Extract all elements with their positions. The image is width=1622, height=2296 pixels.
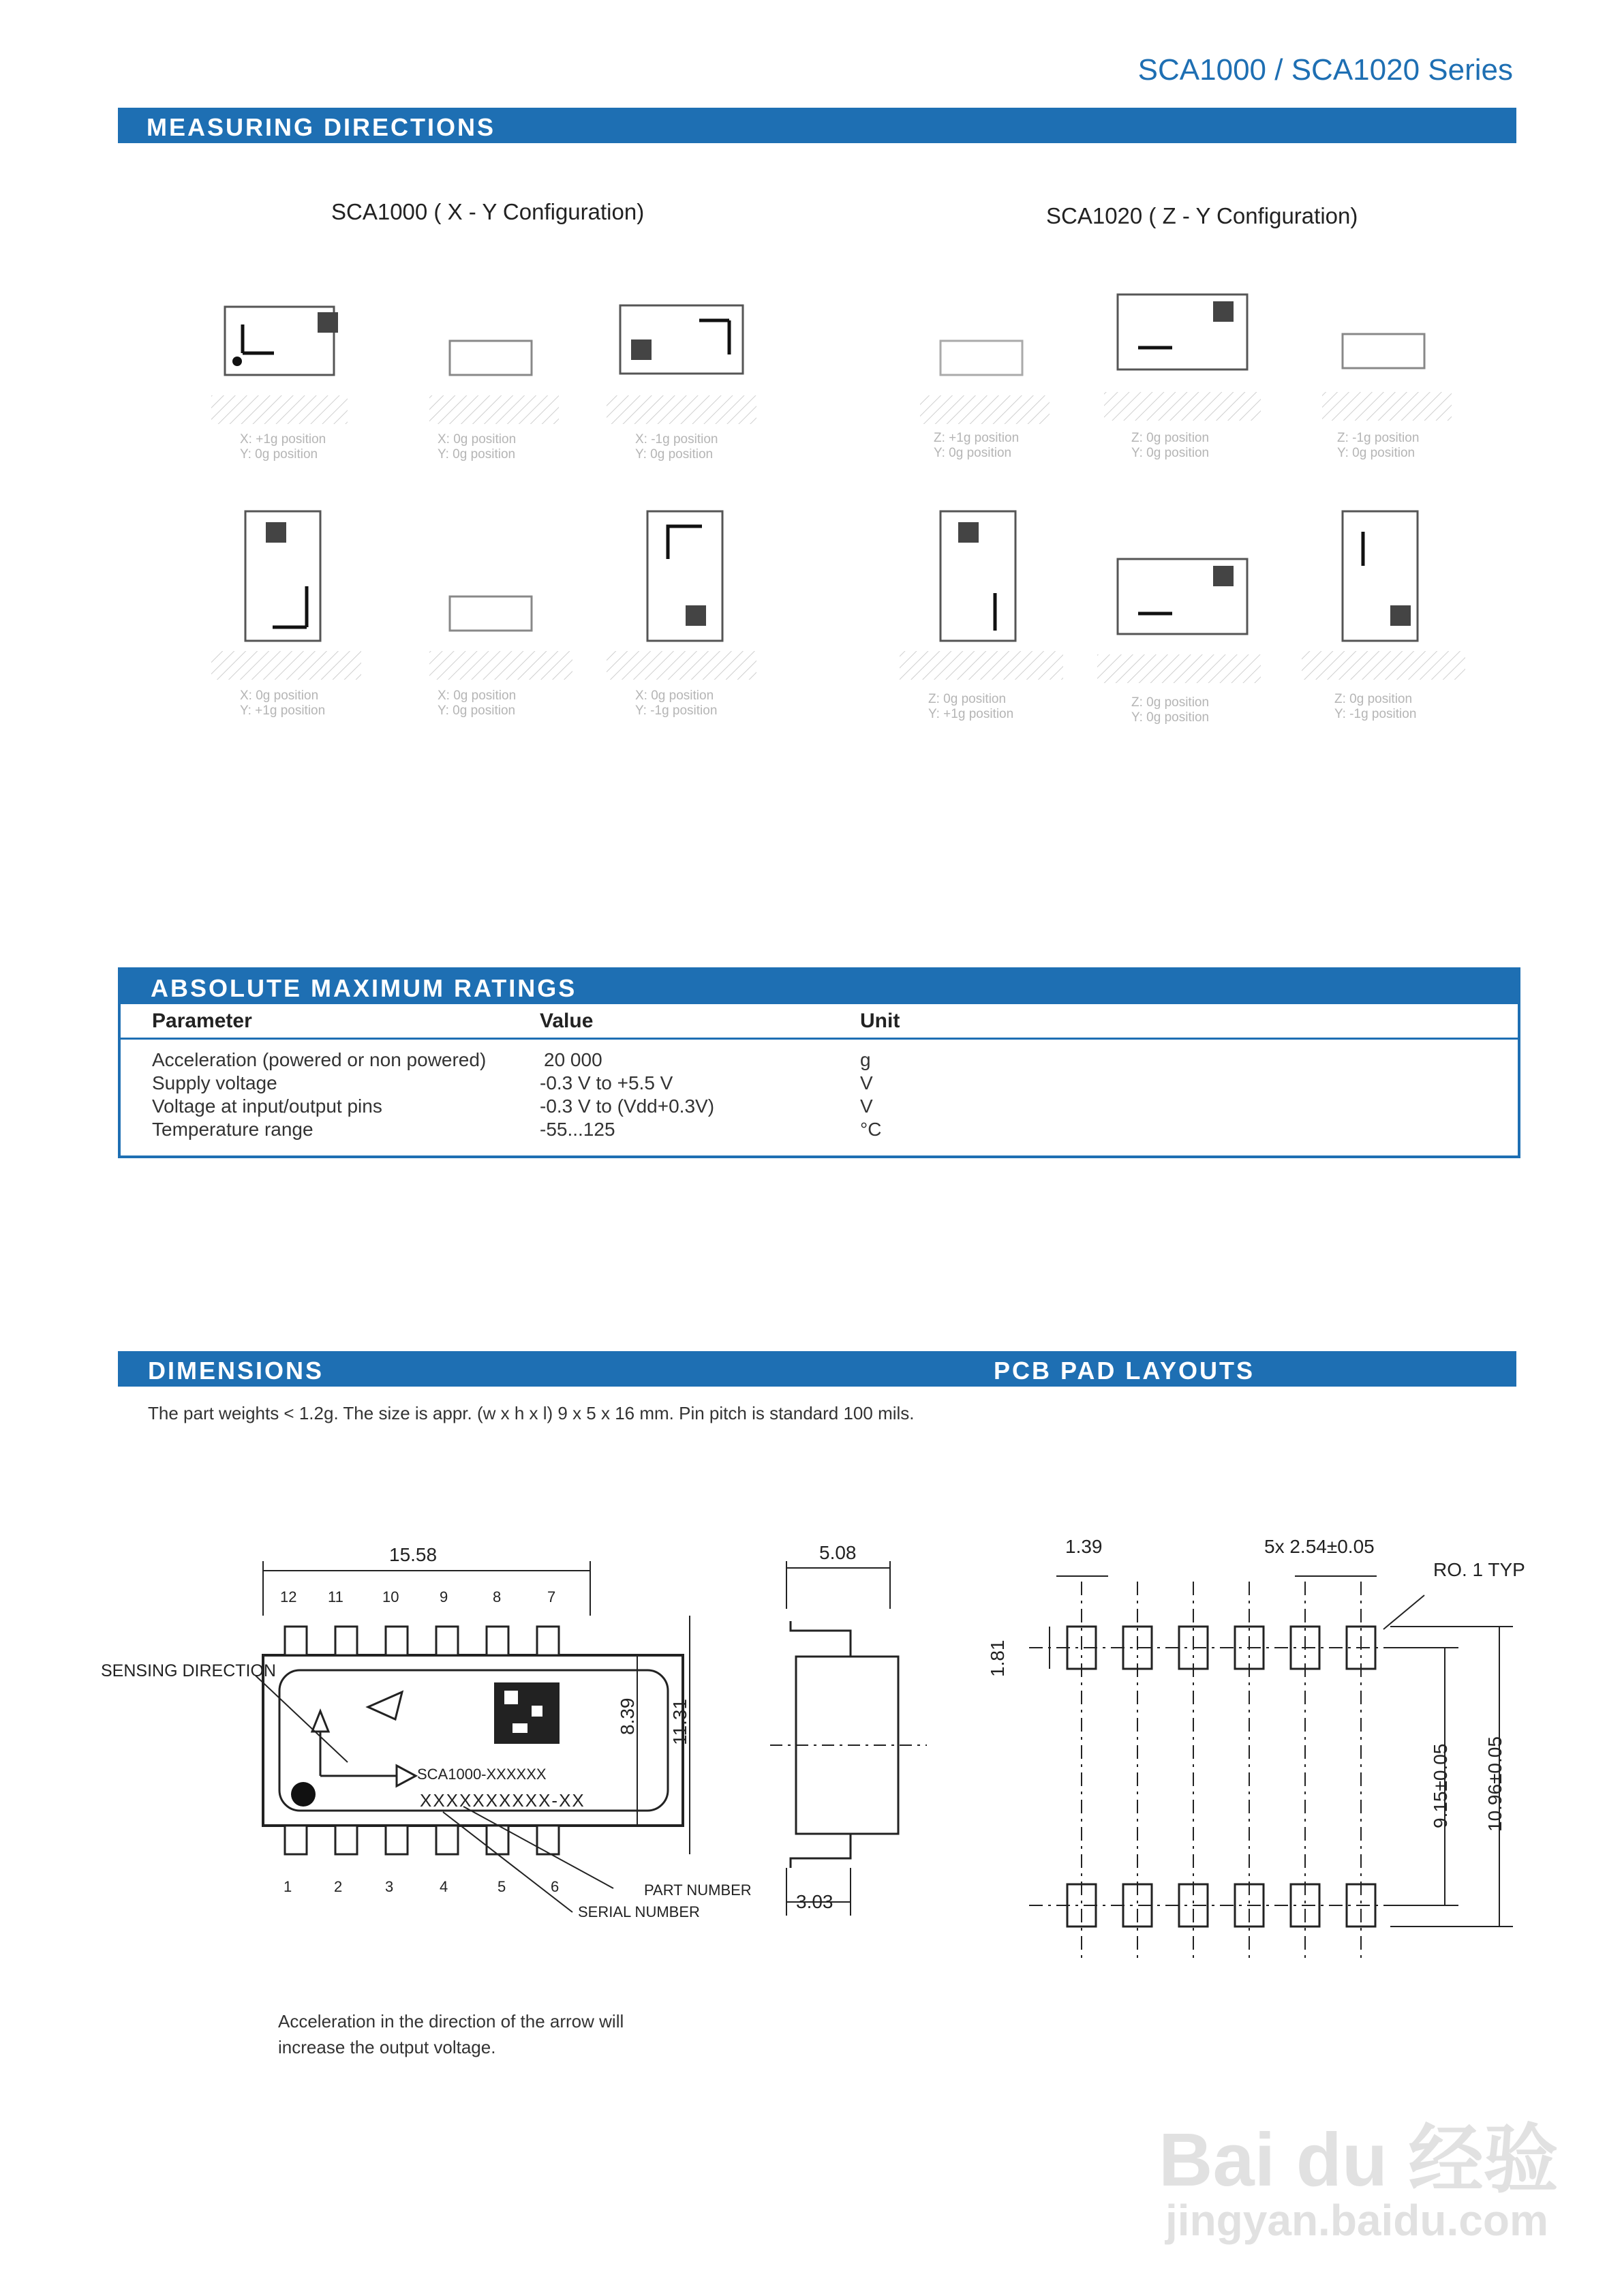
serial-number-label: SERIAL NUMBER xyxy=(578,1903,700,1920)
diagram-r2 xyxy=(1104,294,1261,421)
table-cell: Voltage at input/output pins xyxy=(152,1096,382,1117)
section-title-dimensions: DIMENSIONS xyxy=(148,1357,324,1385)
watermark-logo: Bai du 经验 xyxy=(1159,2118,1559,2202)
dim-pad-height: 1.81 xyxy=(987,1640,1008,1677)
diagram-l5 xyxy=(429,596,572,680)
ratings-table xyxy=(118,967,1520,1158)
table-cell: -0.3 V to (Vdd+0.3V) xyxy=(540,1096,715,1117)
section-bar-dimensions xyxy=(118,1351,1516,1387)
ro-typ-label: RO. 1 TYP xyxy=(1433,1559,1525,1580)
dim-pad-width: 1.39 xyxy=(1065,1536,1103,1557)
table-cell: g xyxy=(860,1049,871,1070)
pin-label-4: 4 xyxy=(440,1878,448,1895)
caption-r3: Z: -1g position Y: 0g position xyxy=(1337,431,1420,460)
dim-pad-pitch: 5x 2.54±0.05 xyxy=(1264,1536,1375,1557)
watermark-url: jingyan.baidu.com xyxy=(1165,2196,1548,2245)
side-view-drawing xyxy=(756,1547,934,1929)
table-cell: Temperature range xyxy=(152,1119,313,1140)
dim-side-base: 3.03 xyxy=(796,1891,833,1912)
header-divider xyxy=(121,1038,1518,1040)
table-cell: Acceleration (powered or non powered) xyxy=(152,1049,487,1070)
serial-marking: XXXXXXXXXX-XX xyxy=(420,1790,585,1811)
caption-r6: Z: 0g position Y: -1g position xyxy=(1334,692,1417,721)
pin-label-11: 11 xyxy=(328,1588,343,1605)
table-cell: V xyxy=(860,1072,873,1093)
dim-row-spacing: 9.15±0.05 xyxy=(1430,1743,1451,1828)
pin-label-2: 2 xyxy=(334,1878,343,1895)
dim-side-height: 5.08 xyxy=(819,1542,857,1563)
section-title-measuring: MEASURING DIRECTIONS xyxy=(147,113,496,141)
col-header-value: Value xyxy=(540,1010,594,1032)
caption-l5: X: 0g position Y: 0g position xyxy=(438,689,517,718)
diagram-l2 xyxy=(429,341,559,424)
arrow-note-2: increase the output voltage. xyxy=(278,2037,496,2057)
ratings-value-column xyxy=(540,1048,714,1141)
section-bar-measuring xyxy=(118,108,1516,143)
diagram-l1 xyxy=(211,307,348,424)
table-cell: -55...125 xyxy=(540,1119,615,1140)
dimensions-note: The part weights < 1.2g. The size is appr. (w x h x l) 9 x 5 x 16 mm. Pin pitch is standard 100 mils. xyxy=(148,1403,915,1423)
col-header-parameter: Parameter xyxy=(152,1010,252,1032)
caption-l4: X: 0g position Y: +1g position xyxy=(240,689,326,718)
pin-label-10: 10 xyxy=(382,1588,399,1605)
caption-l6: X: 0g position Y: -1g position xyxy=(635,689,718,718)
table-cell: Supply voltage xyxy=(152,1072,277,1093)
diagram-r6 xyxy=(1302,511,1465,680)
dim-inner-height: 8.39 xyxy=(617,1697,638,1735)
section-title-ratings: ABSOLUTE MAXIMUM RATINGS xyxy=(151,974,577,1002)
diagram-l3 xyxy=(607,305,756,424)
col-header-unit: Unit xyxy=(860,1010,900,1032)
caption-l2: X: 0g position Y: 0g position xyxy=(438,432,517,462)
caption-r5: Z: 0g position Y: 0g position xyxy=(1131,695,1210,725)
table-cell: 20 000 xyxy=(544,1049,602,1070)
part-number-label: PART NUMBER xyxy=(644,1882,752,1899)
ratings-header-bar xyxy=(121,970,1518,1004)
pin-label-12: 12 xyxy=(280,1588,297,1605)
pcb-pad-layout xyxy=(988,1527,1547,1977)
caption-l3: X: -1g position Y: 0g position xyxy=(635,432,718,462)
diagram-r1 xyxy=(920,341,1050,424)
table-cell: V xyxy=(860,1096,873,1117)
config-title-sca1020: SCA1020 ( Z - Y Configuration) xyxy=(1046,203,1358,228)
caption-r4: Z: 0g position Y: +1g position xyxy=(928,692,1014,721)
part-marking: SCA1000-XXXXXX xyxy=(417,1766,547,1783)
series-title: SCA1000 / SCA1020 Series xyxy=(1137,53,1513,87)
diagram-r3 xyxy=(1322,334,1452,421)
pin-label-9: 9 xyxy=(440,1588,448,1605)
ratings-param-column xyxy=(152,1048,486,1141)
table-cell: °C xyxy=(860,1119,882,1140)
pin-label-8: 8 xyxy=(493,1588,502,1605)
config-title-sca1000: SCA1000 ( X - Y Configuration) xyxy=(331,199,645,224)
dim-outer-height: 11.31 xyxy=(669,1699,690,1745)
section-title-pcb: PCB PAD LAYOUTS xyxy=(994,1357,1255,1385)
arrow-note-1: Acceleration in the direction of the arrow will xyxy=(278,2011,624,2031)
pin-label-7: 7 xyxy=(547,1588,556,1605)
orientation-diagrams xyxy=(198,259,1493,736)
caption-l1: X: +1g position Y: 0g position xyxy=(240,432,326,462)
pin-label-6: 6 xyxy=(551,1878,560,1895)
sensing-direction-label: SENSING DIRECTION xyxy=(101,1661,276,1680)
table-cell: -0.3 V to +5.5 V xyxy=(540,1072,673,1093)
diagram-r4 xyxy=(900,511,1063,680)
pin-label-3: 3 xyxy=(385,1878,394,1895)
caption-r1: Z: +1g position Y: 0g position xyxy=(934,431,1020,460)
caption-r2: Z: 0g position Y: 0g position xyxy=(1131,431,1210,460)
diagram-l4 xyxy=(211,511,361,680)
pin-label-1: 1 xyxy=(284,1878,292,1895)
dim-row-outer: 10.96±0.05 xyxy=(1484,1736,1505,1832)
ratings-unit-column xyxy=(860,1048,881,1141)
pin-label-5: 5 xyxy=(498,1878,506,1895)
diagram-l6 xyxy=(607,511,756,680)
dim-width: 15.58 xyxy=(389,1544,438,1565)
diagram-r5 xyxy=(1097,559,1261,683)
